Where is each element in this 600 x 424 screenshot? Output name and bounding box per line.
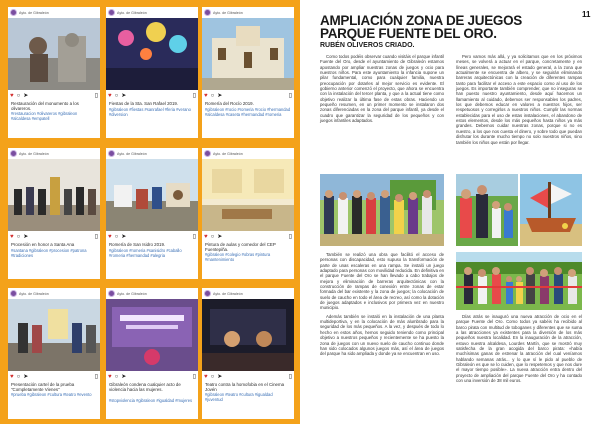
post-caption: Gibraleón condena cualquier acto de violencia hacia las mujeres.	[109, 382, 181, 393]
post-handle: Ayto. de Gibraleón	[213, 291, 243, 296]
post-photo	[202, 18, 294, 90]
post-handle: Ayto. de Gibraleón	[117, 10, 147, 15]
comment-icon[interactable]: ○	[114, 233, 119, 240]
paragraph: Como todos podéis observar cuando visitáis el parque infantil Fuente del Oro, desde el ayuntamiento de Gibraleón estamos apostando por ampliar nuestras zonas de juegos y ocio para nuestros niños. Para este ayuntamiento la infancia supone un pilar fundamental, como para cualquier familia, nuestra preocupación por dotarles al mejor servicio es evidente. El gobierno anterior comenzó el proyecto, que ahora se encuentra con la instalación del tercer planta, y que a la actual tiene como objetivo realizar la última fase de estas obras. Haciendo un pequeño resumen, en un primer momento se instalaron dos zonas diferenciadas en la zona del parque infantil, ya desde el cuadro que garantizar la seguridad de los pequeños y con juegos infantiles adaptados.	[320, 54, 444, 124]
instagram-post	[106, 288, 198, 419]
photo-pirate-ship	[520, 174, 582, 246]
heart-icon[interactable]: ♥	[108, 92, 112, 99]
paragraph: Pero vamos más allá, y ya solicitamos que en los próximos meses, se volverá a actuar en el parque, concretamente y en líneas generales, se mejorará el estado general, a la zona que actualmente se encuentra de albero, y se seguirán eliminando barreras arquitectónicas con la creación de diferentes rampas tanto para facilitar el acceso a este espacio como al uso de los juegos. Es importante también comprender, que no inseguras se han puesto nuestro ayuntamiento, desde aquí hacemos un llamamiento al cuidado, debemos ser responsables los padres, los que debemos educar en valores a nuestros hijos, ser respetuosos y corregirlos a nuestros niños. Cumplir las normas establecidas para el uso de estas instalaciones, el abandono de estos elementos, desde los más pequeños hasta niños ya más grandes. Debemos cuidar nuestras zonas, porque si no es nuestro, a los que nos cuesta el dinero, y sobre todo que puedan disfrutar los durante mucho tiempo no solo nuestros niños, sino también los niños que están por llegar.	[456, 54, 582, 145]
bookmark-icon[interactable]: ▯	[192, 233, 196, 240]
instagram-post	[106, 148, 198, 279]
heart-icon[interactable]: ♥	[204, 92, 208, 99]
paragraph: Además también se instaló en la instalación de una planta multideportiva, y en la colocación de más alumbrado para la seguridad de los más pequeños. A la vez, y después de todo lo hecho en estos años, hemos seguido teniendo como principal objetivo a nuestros pequeños y recientemente se ha puesto la zona de juegos con un nuevo suelo de caucho continuo donde han sido colocados algunos juegos más, así el área de juegos del parque ha sido ampliada y donde ya se encuentran en uso.	[320, 313, 444, 357]
post-handle: Ayto. de Gibraleón	[19, 151, 49, 156]
post-caption: Presentación cartel de la prueba "Completamente Vienes"	[11, 382, 75, 393]
avatar	[10, 9, 17, 16]
comment-icon[interactable]: ○	[210, 373, 215, 380]
photo-inauguration	[456, 252, 582, 310]
post-caption: Romería de San Isidro 2019.	[109, 242, 166, 247]
paragraph: Días atrás se inauguró una nueva atracción de ocio en el parque Fuente del Oro. Como todos ya sabéis ha recibido al barco pirata con multitud de toboganes y diferentes que se suma a las atracciones ya existentes para la diversión de los más pequeños nuestra localidad. En la inauguración de la atracción, estuvo nuestra alcaldesa, Lourdes Martín, que se mostró muy satisfecha de la gran acogida del barco pirata: «había muchísimas ganas de estrenar la atracción del cual veníamos hablando semanas atrás... y lo que sí le pido al pueblo de Gibraleón es que se lo cuiden, que lo respetemos y que nos dure el mayor tiempo posible». La nueva atracción entra dentro del proyecto de ampliación del parque Fuente del Oro y ha contado con una inversión de 38 mil euros.	[456, 314, 582, 384]
post-handle: Ayto. de Gibraleón	[19, 291, 49, 296]
comment-icon[interactable]: ○	[210, 92, 215, 99]
post-photo	[8, 159, 100, 231]
post-handle: Ayto. de Gibraleón	[213, 10, 243, 15]
article-column	[456, 314, 582, 420]
post-photo	[106, 159, 198, 231]
instagram-post	[8, 148, 100, 279]
post-tags: #santana #gibraleon #procesion #patrona #tradiciones	[11, 248, 87, 258]
instagram-post	[106, 7, 198, 138]
photo-children-officials	[456, 174, 518, 246]
post-tags: #restauracion #olivareros #gibraleon #alcaldesa #empatell	[11, 111, 78, 121]
paragraph: También se realizó una obra que facilitó el acceso de personas con discapacidad, esto supuso la transformación de parte de unas escaleras en una rampa. Se instaló un juego adaptado para personas con movilidad reducida. En definitiva en el parque Fuente del Oro se han llevado a cabo trabajos de mejora y eliminación de barreras arquitectónicas con la construcción de rampas de conexión entre zonas de estar formada del bar existente y la zona de juegos; la colocación de suelo de caucho en todo el área de recreo, así como la dotación de juegos adaptados e inclusivos por primera vez en nuestro municipio.	[320, 252, 444, 311]
avatar	[10, 290, 17, 297]
post-tags: #stopviolencia #gibraleon #igualdad #mujeres	[109, 398, 193, 403]
post-photo	[8, 18, 100, 90]
article-column	[320, 54, 444, 166]
article-column	[320, 252, 444, 418]
post-tags: #gibraleon #romeria #sanisidro #caballo #romeria #hermandad #alegria	[109, 248, 182, 258]
comment-icon[interactable]: ○	[210, 233, 215, 240]
bookmark-icon[interactable]: ▯	[94, 233, 98, 240]
bookmark-icon[interactable]: ▯	[288, 373, 292, 380]
post-photo	[202, 299, 294, 371]
post-caption: Romería del Rocío 2019.	[205, 101, 254, 106]
instagram-post	[8, 7, 100, 138]
post-tags: #prueba #gibraleon #cultura #teatro #evento	[11, 392, 92, 397]
heart-icon[interactable]: ♥	[204, 233, 208, 240]
instagram-post	[8, 288, 100, 419]
post-tags: #gibraleon #colegio #obras #pintura #mantenimiento	[205, 252, 271, 262]
avatar	[108, 9, 115, 16]
post-caption: Restauración del monumento a los olivareros.	[11, 101, 79, 112]
post-handle: Ayto. de Gibraleón	[117, 151, 147, 156]
share-icon[interactable]: ➤	[217, 233, 223, 240]
photo-playground-group	[320, 174, 444, 246]
post-photo	[106, 299, 198, 371]
bookmark-icon[interactable]: ▯	[192, 373, 196, 380]
bookmark-icon[interactable]: ▯	[94, 92, 98, 99]
post-tags: #gibraleon #rocio #romeria #rocio #hermandad #alcaldesa #caseta #hermandad #romeria	[205, 107, 291, 117]
instagram-post	[202, 7, 294, 138]
share-icon[interactable]: ➤	[121, 92, 127, 99]
avatar	[108, 290, 115, 297]
post-caption: Fiestas de la Sta. San Rafael 2019.	[109, 101, 179, 106]
heart-icon[interactable]: ♥	[204, 373, 208, 380]
post-handle: Ayto. de Gibraleón	[213, 151, 243, 156]
comment-icon[interactable]: ○	[114, 373, 119, 380]
bookmark-icon[interactable]: ▯	[94, 373, 98, 380]
post-photo	[202, 159, 294, 231]
post-tags: #gibraleon #teatro #cultura #igualdad #juventud	[205, 392, 273, 402]
comment-icon[interactable]: ○	[16, 92, 21, 99]
avatar	[204, 150, 211, 157]
share-icon[interactable]: ➤	[217, 92, 223, 99]
bookmark-icon[interactable]: ▯	[192, 92, 196, 99]
heart-icon[interactable]: ♥	[10, 92, 14, 99]
avatar	[10, 150, 17, 157]
comment-icon[interactable]: ○	[114, 92, 119, 99]
avatar	[204, 9, 211, 16]
post-photo	[106, 18, 198, 90]
bookmark-icon[interactable]: ▯	[288, 92, 292, 99]
share-icon[interactable]: ➤	[121, 233, 127, 240]
share-icon[interactable]: ➤	[121, 373, 127, 380]
post-caption: Procesión en honor a Santa Ana	[11, 242, 75, 247]
article-column	[456, 54, 582, 176]
heart-icon[interactable]: ♥	[10, 233, 14, 240]
post-tags: #gibraleon #fiestas #sanrafael #feria #verano #diversion	[109, 107, 191, 117]
comment-icon[interactable]: ○	[16, 233, 21, 240]
share-icon[interactable]: ➤	[23, 92, 29, 99]
share-icon[interactable]: ➤	[23, 233, 29, 240]
post-caption: Pintura de aulas y comedor del CEP Fuentepiña.	[205, 242, 276, 253]
avatar	[204, 290, 211, 297]
article-author: RUBÉN OLIVEROS CRIADO.	[320, 42, 415, 49]
bookmark-icon[interactable]: ▯	[288, 233, 292, 240]
share-icon[interactable]: ➤	[23, 373, 29, 380]
post-handle: Ayto. de Gibraleón	[117, 291, 147, 296]
article-title: AMPLIACIÓN ZONA DE JUEGOS PARQUE FUENTE DEL ORO.	[320, 13, 523, 41]
avatar	[108, 150, 115, 157]
heart-icon[interactable]: ♥	[10, 373, 14, 380]
right-page-article	[300, 0, 600, 424]
share-icon[interactable]: ➤	[217, 373, 223, 380]
comment-icon[interactable]: ○	[16, 373, 21, 380]
page-number: 11	[582, 10, 591, 19]
heart-icon[interactable]: ♥	[108, 373, 112, 380]
post-caption: Teatro contra la homofobia en el Cinema Jovén	[205, 382, 285, 393]
post-handle: Ayto. de Gibraleón	[19, 10, 49, 15]
heart-icon[interactable]: ♥	[108, 233, 112, 240]
instagram-post	[202, 148, 294, 279]
post-photo	[8, 299, 100, 371]
instagram-post	[202, 288, 294, 419]
